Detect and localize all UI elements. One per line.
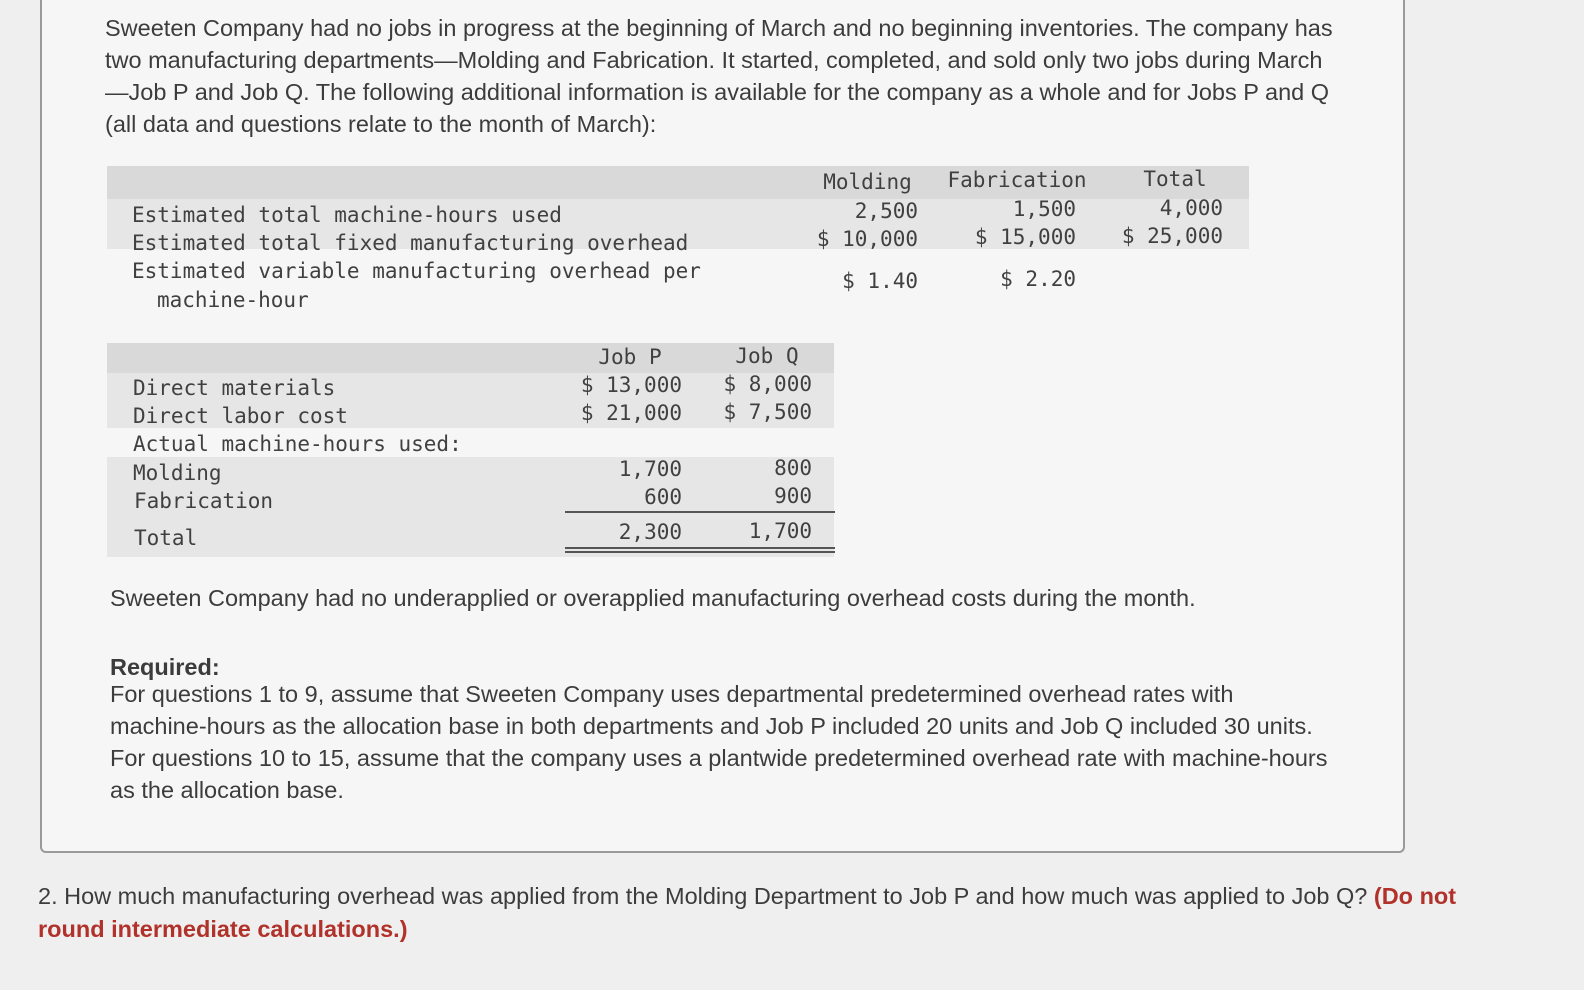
question-2 [38,880,1458,946]
cell-value: 800 [774,456,812,480]
cell-value: 1,700 [748,519,812,543]
cell-value: $ 1.40 [842,269,918,293]
header-molding: Molding [823,170,912,194]
row-label: Fabrication [134,489,274,513]
question-hint: (Do not round intermediate calculations.) [38,883,1457,942]
row-label: Actual machine-hours used: [133,432,462,456]
row-label: Estimated variable manufacturing overhead per [132,259,701,283]
row-label: Molding [133,461,222,485]
cell-value: $ 13,000 [580,373,682,397]
question-text: 2. How much manufacturing overhead was applied from the Molding Department to Job P and how much was applied to Job Q? [38,883,1368,909]
cell-value: $ 8,000 [723,372,812,396]
cell-value: 600 [644,485,682,509]
cell-value: 4,000 [1159,196,1223,220]
cell-value: $ 15,000 [974,225,1076,249]
subtotal-rule [565,511,835,513]
row-label: Estimated total fixed manufacturing overhead [132,231,689,255]
double-rule-top [565,547,835,549]
row-label: Total [134,526,198,550]
row-label: Direct materials [133,376,336,400]
header-job-p: Job P [598,345,662,369]
cell-value: 1,500 [1012,197,1076,221]
row-label-continued: machine-hour [157,288,309,312]
header-fabrication: Fabrication [947,168,1087,192]
overhead-note: Sweeten Company had no underapplied or overapplied manufacturing overhead costs during the month. [110,585,1196,611]
header-job-q: Job Q [735,344,799,368]
required-heading: Required: [110,654,220,680]
cell-value: 2,500 [854,199,918,223]
header-total: Total [1143,167,1207,191]
double-rule-bottom [565,551,835,553]
cell-value: 2,300 [618,520,682,544]
problem-intro: Sweeten Company had no jobs in progress at the beginning of March and no beginning inventories. The company has two manufacturing departments—Molding and Fabrication. It started, completed, and sold only two jobs during March—Job P and Job Q. The following additional information is available for the company as a whole and for Jobs P and Q (all data and questions relate to the month of March): [105,15,1333,137]
cell-value: $ 2.20 [1000,267,1076,291]
cell-value: $ 7,500 [723,400,812,424]
cell-value: $ 10,000 [816,227,918,251]
cell-value: $ 25,000 [1121,224,1223,248]
cell-value: 900 [774,484,812,508]
cell-value: 1,700 [618,457,682,481]
row-label: Direct labor cost [133,404,348,428]
row-label: Estimated total machine-hours used [132,203,562,227]
cell-value: $ 21,000 [580,401,682,425]
required-text: For questions 1 to 9, assume that Sweeten Company uses departmental predetermined overhead rates with machine-hours as the allocation base in both departments and Job P included 20 units and Job Q included 30 units. For questions 10 to 15, assume that the company uses a plantwide predetermined overhead rate with machine-hours as the allocation base. [110,681,1328,803]
